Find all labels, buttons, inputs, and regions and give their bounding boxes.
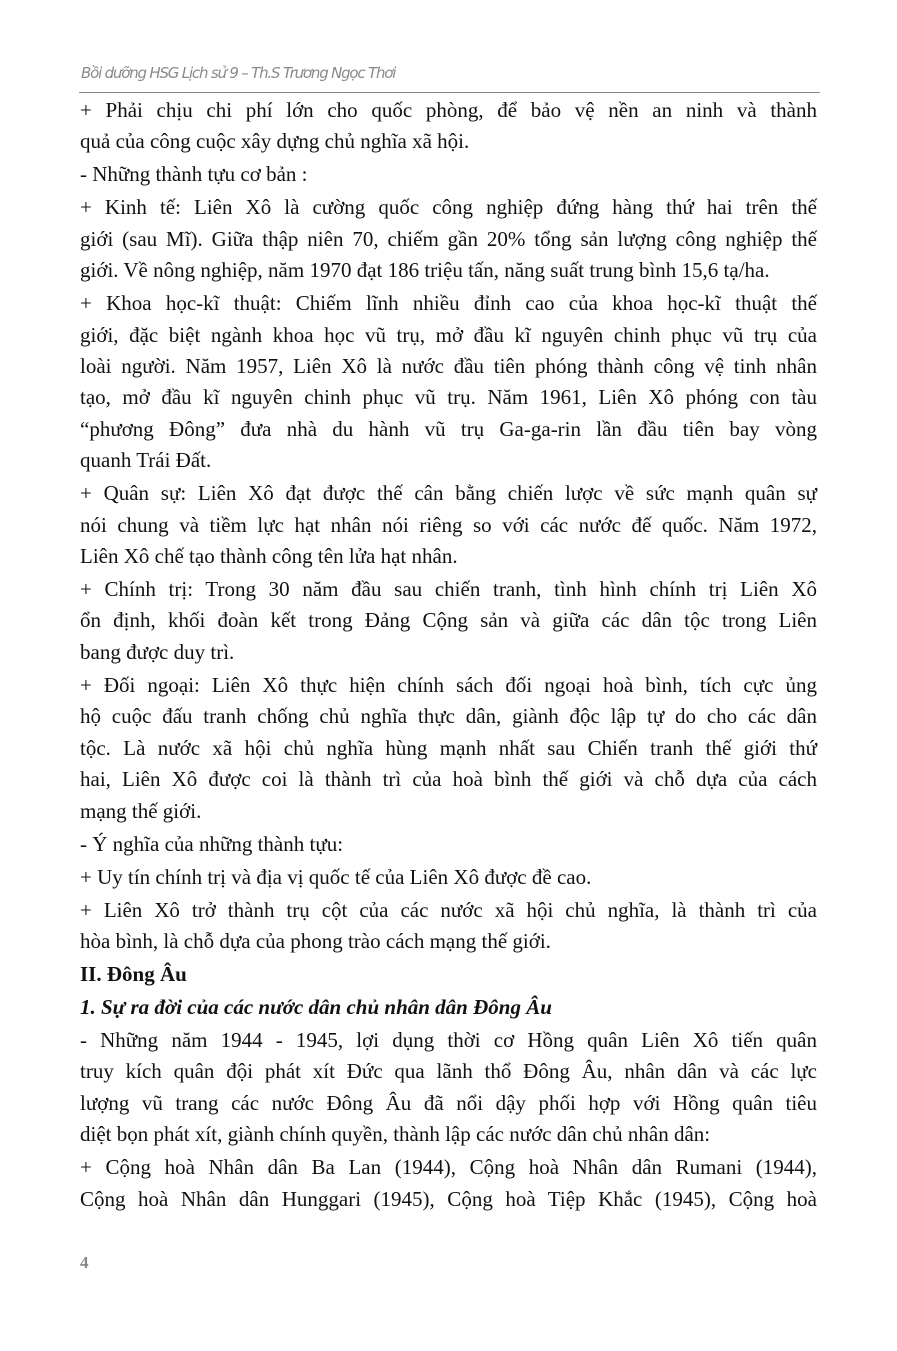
text-line: + Uy tín chính trị và địa vị quốc tế của Liên Xô được đề cao. <box>80 864 592 889</box>
paragraph <box>80 192 817 286</box>
text-line: Cộng hoà Nhân dân Hunggari (1945), Cộng hoà Tiệp Khắc (1945), Cộng hoà <box>80 1186 817 1211</box>
paragraph <box>80 95 817 158</box>
subsection-heading <box>80 992 817 1023</box>
text-line: + Quân sự: Liên Xô đạt được thế cân bằng chiến lược về sức mạnh quân sự <box>80 481 817 506</box>
text-line: + Cộng hoà Nhân dân Ba Lan (1944), Cộng hoà Nhân dân Rumani (1944), <box>80 1155 817 1180</box>
text-line: quả của công cuộc xây dựng chủ nghĩa xã hội. <box>80 129 470 154</box>
paragraph <box>80 829 817 860</box>
text-line: tộc. Là nước xã hội chủ nghĩa hùng mạnh nhất sau Chiến tranh thế giới thứ <box>80 735 817 760</box>
text-line: - Ý nghĩa của những thành tựu: <box>80 831 344 856</box>
paragraph <box>80 862 817 893</box>
page-number: 4 <box>80 1253 89 1272</box>
paragraph <box>80 288 817 476</box>
header-divider <box>79 92 820 93</box>
text-line: - Những thành tựu cơ bản : <box>80 162 308 187</box>
text-line: quanh Trái Đất. <box>80 448 212 473</box>
text-line: loài người. Năm 1957, Liên Xô là nước đầu tiên phóng thành công vệ tinh nhân <box>80 354 817 379</box>
paragraph <box>80 574 817 668</box>
text-line: “phương Đông” đưa nhà du hành vũ trụ Ga-ga-rin lần đầu tiên bay vòng <box>80 416 817 441</box>
text-line: lượng vũ trang các nước Đông Âu đã nổi dậy phối hợp với Hồng quân tiêu <box>80 1090 817 1115</box>
text-line: + Khoa học-kĩ thuật: Chiếm lĩnh nhiều đỉnh cao của khoa học-kĩ thuật thế <box>80 291 817 316</box>
text-line: mạng thế giới. <box>80 798 202 823</box>
text-line: ổn định, khối đoàn kết trong Đảng Cộng sản và giữa các dân tộc trong Liên <box>80 608 817 633</box>
text-line: Liên Xô chế tạo thành công tên lửa hạt nhân. <box>80 544 458 569</box>
text-line: hòa bình, là chỗ dựa của phong trào cách mạng thế giới. <box>80 928 551 953</box>
text-line: tạo, mở đầu kĩ nguyên chinh phục vũ trụ. Năm 1961, Liên Xô phóng con tàu <box>80 385 817 410</box>
paragraph <box>80 1152 817 1215</box>
text-line: hộ cuộc đấu tranh chống chủ nghĩa thực dân, giành độc lập tự do cho các dân <box>80 704 817 729</box>
text-line: giới. Về nông nghiệp, năm 1970 đạt 186 triệu tấn, năng suất trung bình 15,6 tạ/ha. <box>80 258 770 283</box>
text-line: 1. Sự ra đời của các nước dân chủ nhân dân Đông Âu <box>80 994 552 1019</box>
running-header: Bồi dưỡng HSG Lịch sử 9 – Th.S Trương Ngọc Thơi <box>81 64 396 82</box>
page-body <box>80 95 817 1217</box>
paragraph <box>80 159 817 190</box>
paragraph <box>80 670 817 827</box>
text-line: nói chung và tiềm lực hạt nhân nói riêng so với các nước đế quốc. Năm 1972, <box>80 512 817 537</box>
text-line: + Đối ngoại: Liên Xô thực hiện chính sách đối ngoại hoà bình, tích cực ủng <box>80 672 817 697</box>
text-line: + Liên Xô trở thành trụ cột của các nước xã hội chủ nghĩa, là thành trì của <box>80 897 817 922</box>
text-line: II. Đông Âu <box>80 961 187 986</box>
text-line: bang được duy trì. <box>80 639 235 664</box>
text-line: hai, Liên Xô được coi là thành trì của hoà bình thế giới và chỗ dựa của cách <box>80 767 817 792</box>
paragraph <box>80 478 817 572</box>
text-line: - Những năm 1944 - 1945, lợi dụng thời cơ Hồng quân Liên Xô tiến quân <box>80 1027 817 1052</box>
section-heading <box>80 959 817 990</box>
paragraph <box>80 1025 817 1151</box>
text-line: truy kích quân đội phát xít Đức qua lãnh thổ Đông Âu, nhân dân và các lực <box>80 1059 817 1084</box>
text-line: diệt bọn phát xít, giành chính quyền, thành lập các nước dân chủ nhân dân: <box>80 1122 711 1147</box>
paragraph <box>80 895 817 958</box>
text-line: giới (sau Mĩ). Giữa thập niên 70, chiếm gần 20% tổng sản lượng công nghiệp thế <box>80 226 817 251</box>
text-line: giới, đặc biệt ngành khoa học vũ trụ, mở đầu kĩ nguyên chinh phục vũ trụ của <box>80 322 817 347</box>
text-line: + Phải chịu chi phí lớn cho quốc phòng, để bảo vệ nền an ninh và thành <box>80 98 817 122</box>
text-line: + Kinh tế: Liên Xô là cường quốc công nghiệp đứng hàng thứ hai trên thế <box>80 195 817 220</box>
text-line: + Chính trị: Trong 30 năm đầu sau chiến tranh, tình hình chính trị Liên Xô <box>80 577 817 602</box>
